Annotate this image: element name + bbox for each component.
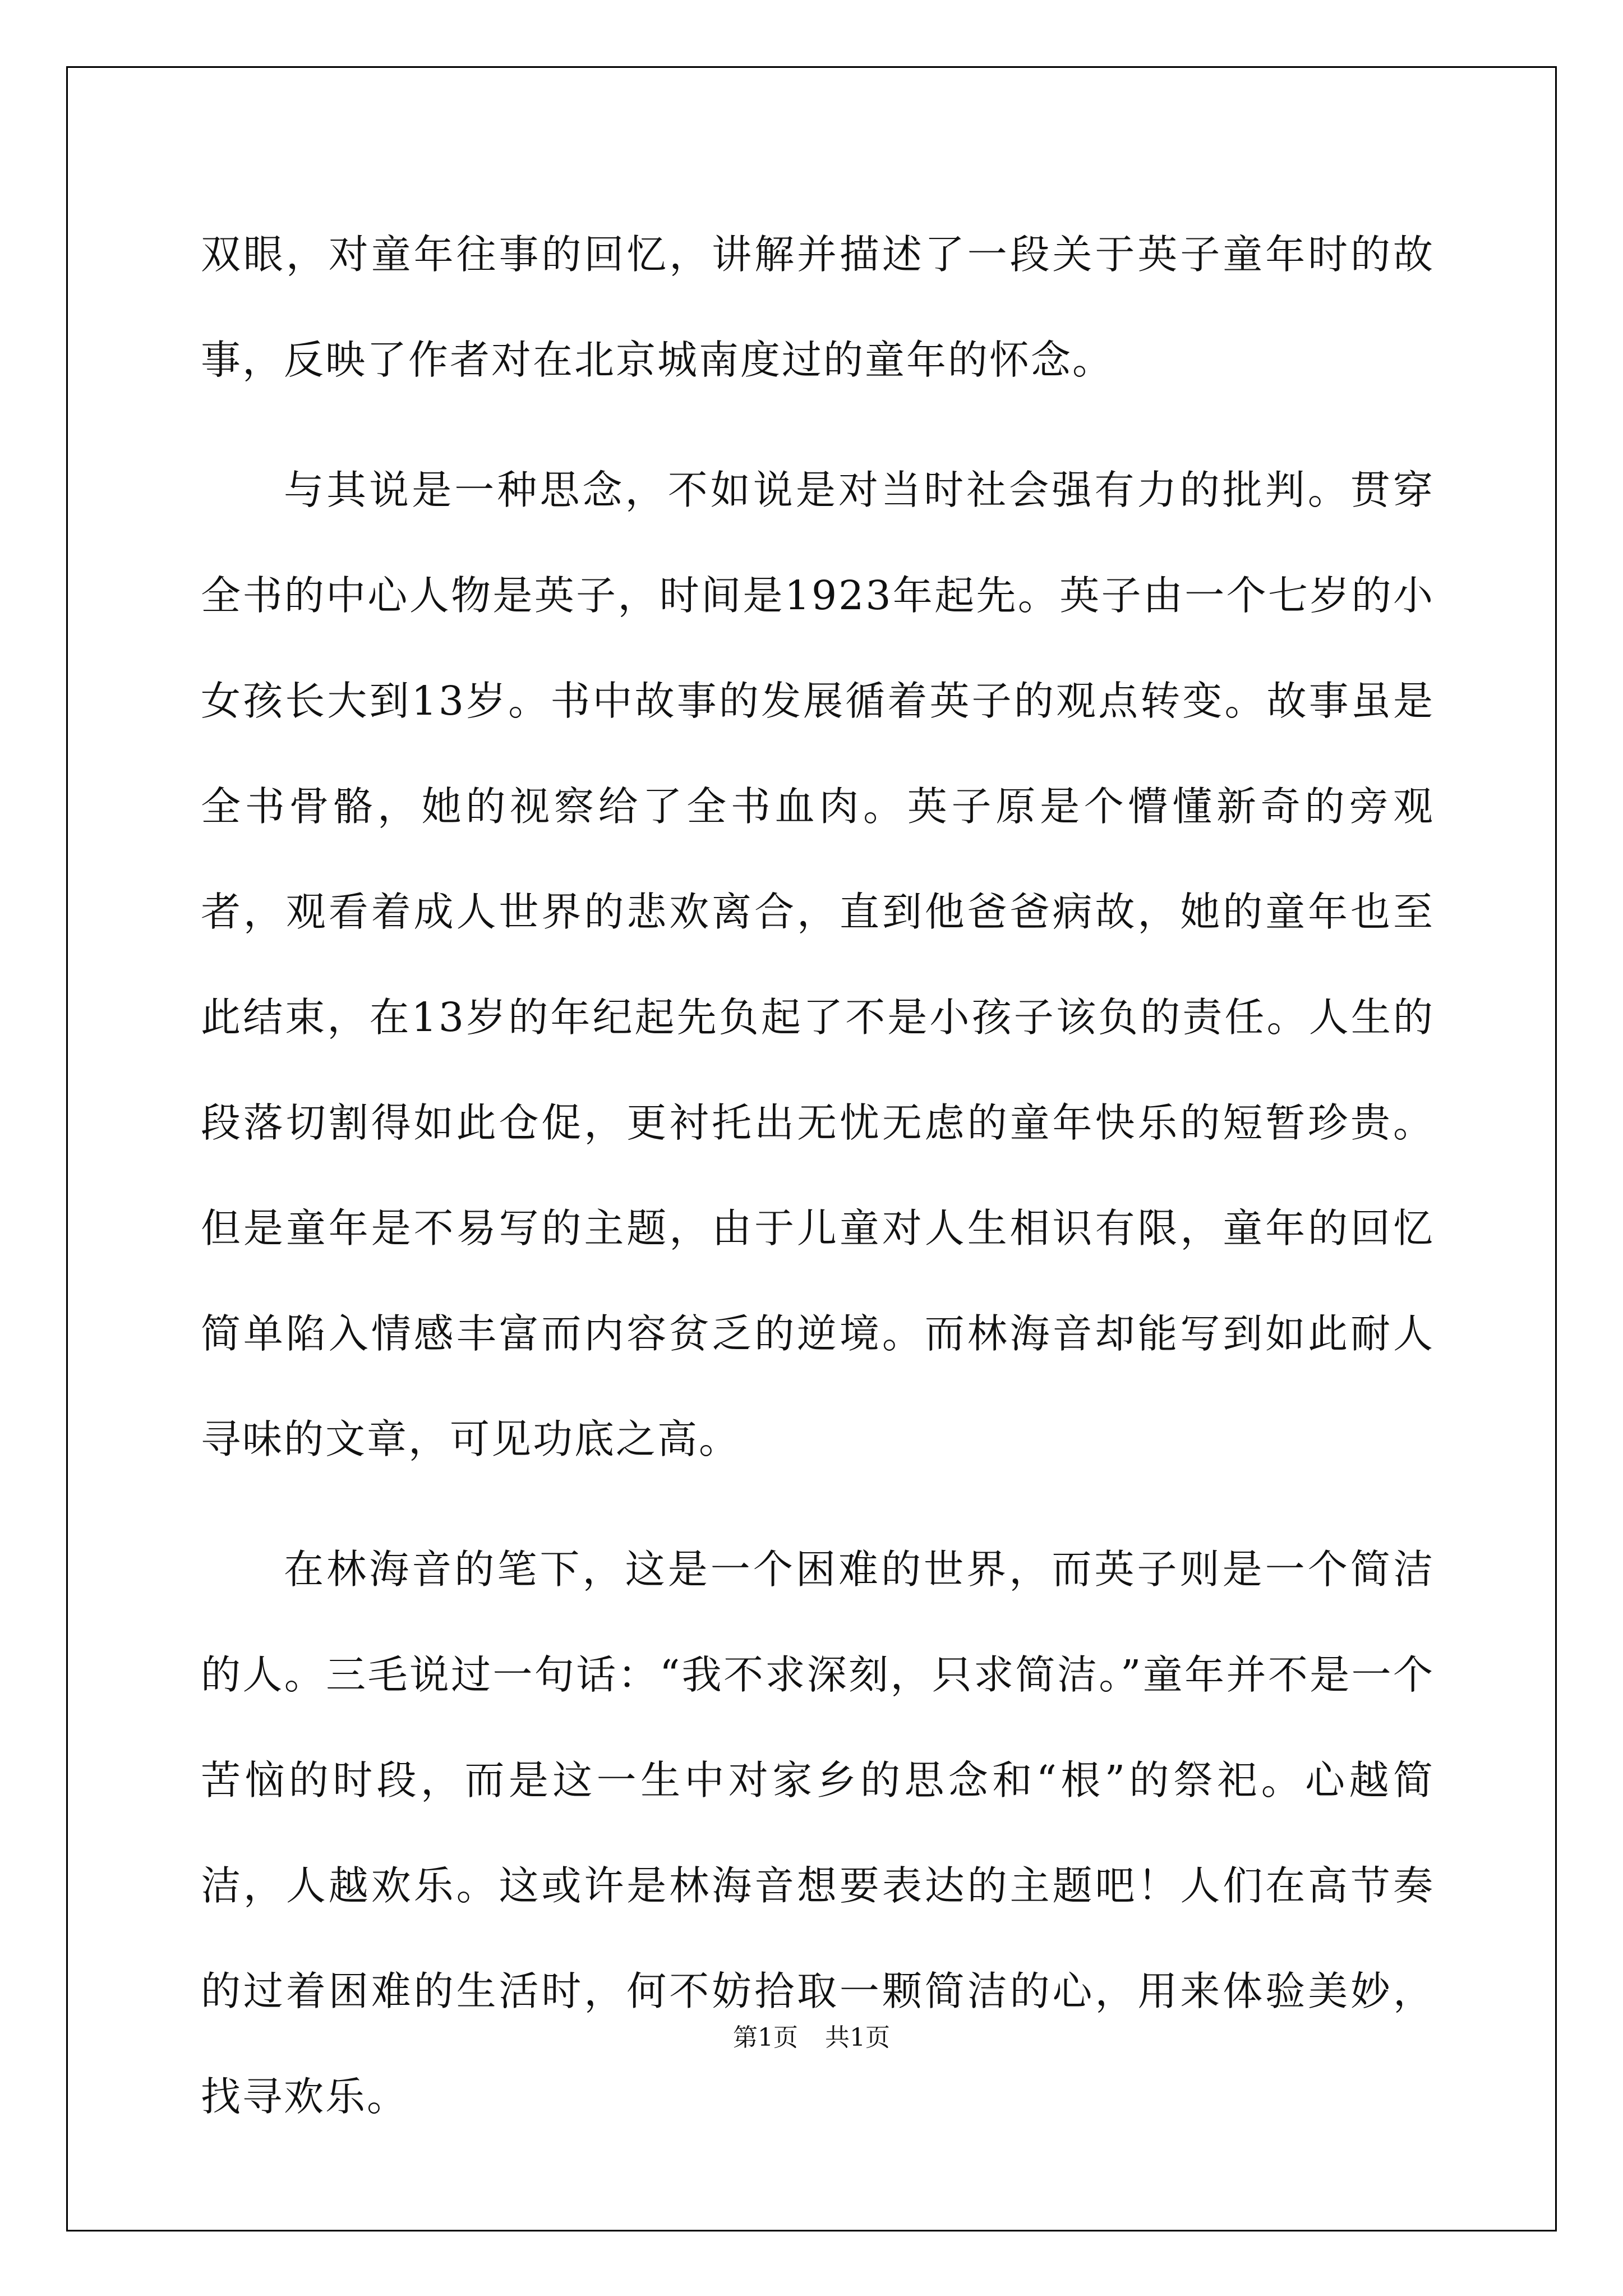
- page-total: 共1页: [825, 2023, 890, 2052]
- page-footer: [0, 2017, 1623, 2053]
- paragraph-3: 在林海音的笔下，这是一个困难的世界，而英子则是一个简洁的人。三毛说过一句话：“我不求深刻，只求简洁。”童年并不是一个苦恼的时段，而是这一生中对家乡的思念和“根”的祭祀。心越简洁，人越欢乐。这或许是林海音想要表达的主题吧！人们在高节奏的过着困难的生活时，何不妨拾取一颗简洁的心，用来体验美妙，找寻欢乐。: [201, 1546, 1435, 2120]
- paragraph-2: 与其说是一种思念，不如说是对当时社会强有力的批判。贯穿全书的中心人物是英子，时间是1923年起先。英子由一个七岁的小女孩长大到13岁。书中故事的发展循着英子的观点转变。故事虽是全书骨骼，她的视察给了全书血肉。英子原是个懵懂新奇的旁观者，观看着成人世界的悲欢离合，直到他爸爸病故，她的童年也至此结束，在13岁的年纪起先负起了不是小孩子该负的责任。人生的段落切割得如此仓促，更衬托出无忧无虑的童年快乐的短暂珍贵。但是童年是不易写的主题，由于儿童对人生相识有限，童年的回忆简单陷入情感丰富而内容贫乏的逆境。而林海音却能写到如此耐人寻味的文章，可见功底之高。: [201, 467, 1435, 1462]
- page-number: 第1页: [733, 2023, 798, 2052]
- paragraph-1: 双眼，对童年往事的回忆，讲解并描述了一段关于英子童年时的故事，反映了作者对在北京城南度过的童年的怀念。: [201, 231, 1435, 383]
- document-body: [201, 202, 1435, 2150]
